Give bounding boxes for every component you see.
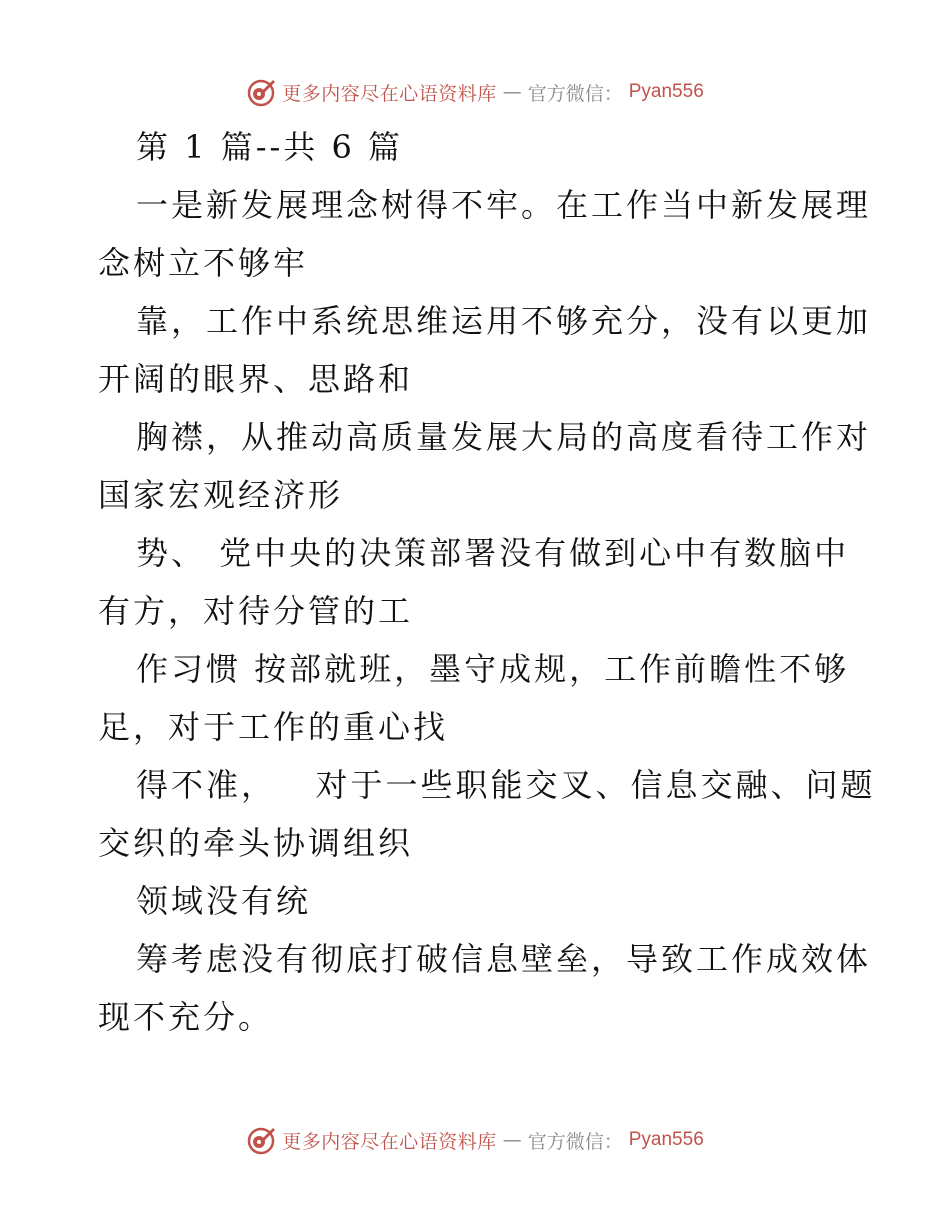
pen-logo-icon (246, 77, 276, 107)
paragraph-line: 筹考虑没有彻底打破信息壁垒，导致工作成效体 (136, 940, 872, 978)
paragraph-line: 得不准， 对于一些职能交叉、信息交融、问题 (136, 766, 876, 804)
footer-watermark (0, 1120, 950, 1160)
paragraph-line: 国家宏观经济形 (98, 476, 344, 514)
paragraph-line: 现不充分。 (98, 998, 274, 1036)
paragraph-line: 靠，工作中系统思维运用不够充分，没有以更加 (136, 302, 872, 340)
watermark-official-label: 官方微信： (527, 82, 623, 105)
paragraph-line: 势、 党中央的决策部署没有做到心中有数脑中 (136, 534, 850, 572)
header-watermark (0, 72, 950, 112)
paragraph-line: 一是新发展理念树得不牢。在工作当中新发展理 (136, 186, 872, 224)
document-body (98, 118, 876, 1046)
watermark-wechat-id: Pyan556 (628, 81, 704, 102)
watermark-separator: — (502, 81, 522, 103)
paragraph-line: 作习惯 按部就班，墨守成规，工作前瞻性不够 (136, 650, 850, 688)
watermark-wechat-id: Pyan556 (628, 1129, 704, 1150)
watermark-official-label: 官方微信： (527, 1130, 623, 1153)
watermark-site-text: 更多内容尽在心语资料库 (282, 82, 497, 105)
paragraph-line: 开阔的眼界、思路和 (98, 360, 414, 398)
pen-logo-icon (246, 1125, 276, 1155)
paragraph-line: 念树立不够牢 (98, 244, 309, 282)
paragraph-line: 领域没有统 (136, 882, 312, 920)
watermark-separator: — (502, 1129, 522, 1151)
paragraph-line: 足，对于工作的重心找 (98, 708, 449, 746)
watermark-site-text: 更多内容尽在心语资料库 (282, 1130, 497, 1153)
paragraph-line: 有方，对待分管的工 (98, 592, 414, 630)
paragraph-line: 胸襟，从推动高质量发展大局的高度看待工作对 (136, 418, 872, 456)
page-counter: 第 1 篇--共 6 篇 (136, 128, 404, 166)
paragraph-line: 交织的牵头协调组织 (98, 824, 414, 862)
